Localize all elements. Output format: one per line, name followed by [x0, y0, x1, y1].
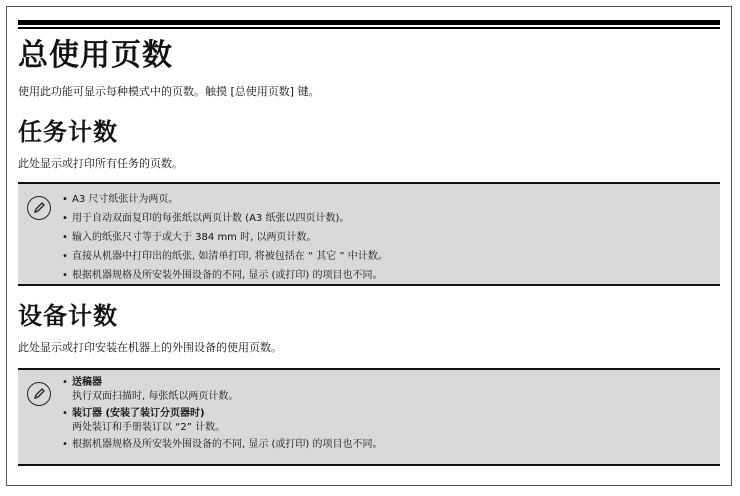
section-title-job-count: 任务计数 — [18, 118, 118, 146]
top-rule-thin — [18, 27, 720, 29]
note-item-detail: 执行双面扫描时, 每张纸以两页计数。 — [72, 391, 239, 402]
page-intro: 使用此功能可显示每种模式中的页数。触摸 [总使用页数] 键。 — [18, 85, 320, 98]
note-box-job-count — [18, 182, 720, 286]
top-rule-thick — [18, 20, 720, 25]
note-item: • 直接从机器中打印出的纸张, 如清单打印, 将被包括在 “ 其它 ” 中计数。 — [62, 247, 388, 266]
section-text-device-count: 此处显示或打印安装在机器上的外围设备的使用页数。 — [18, 341, 282, 354]
note-list-job-count — [62, 190, 388, 285]
note-item — [62, 376, 383, 404]
note-item: • 输入的纸张尺寸等于或大于 384 mm 时, 以两页计数。 — [62, 228, 388, 247]
note-item-detail: 两处装订和手册装订以 “2” 计数。 — [72, 422, 226, 433]
page-title: 总使用页数 — [18, 38, 173, 73]
note-box-device-count — [18, 368, 720, 466]
section-title-device-count: 设备计数 — [18, 302, 118, 330]
note-list-device-count — [62, 376, 383, 455]
note-item-label: • 根据机器规格及所安装外围设备的不同, 显示 (或打印) 的项目也不同。 — [72, 439, 383, 450]
note-item: • 根据机器规格及所安装外围设备的不同, 显示 (或打印) 的项目也不同。 — [62, 266, 388, 285]
note-item: • 用于自动双面复印的每张纸以两页计数 (A3 纸张以四页计数)。 — [62, 209, 388, 228]
pencil-note-icon — [27, 382, 51, 406]
note-item-label: • 送稿器 — [72, 377, 102, 388]
note-item-label: • 装订器 (安装了装订分页器时) — [72, 408, 205, 419]
pencil-note-icon — [27, 196, 51, 220]
note-item — [62, 438, 383, 452]
note-item: • A3 尺寸纸张计为两页。 — [62, 190, 388, 209]
section-text-job-count: 此处显示或打印所有任务的页数。 — [18, 157, 183, 170]
note-item — [62, 407, 383, 435]
